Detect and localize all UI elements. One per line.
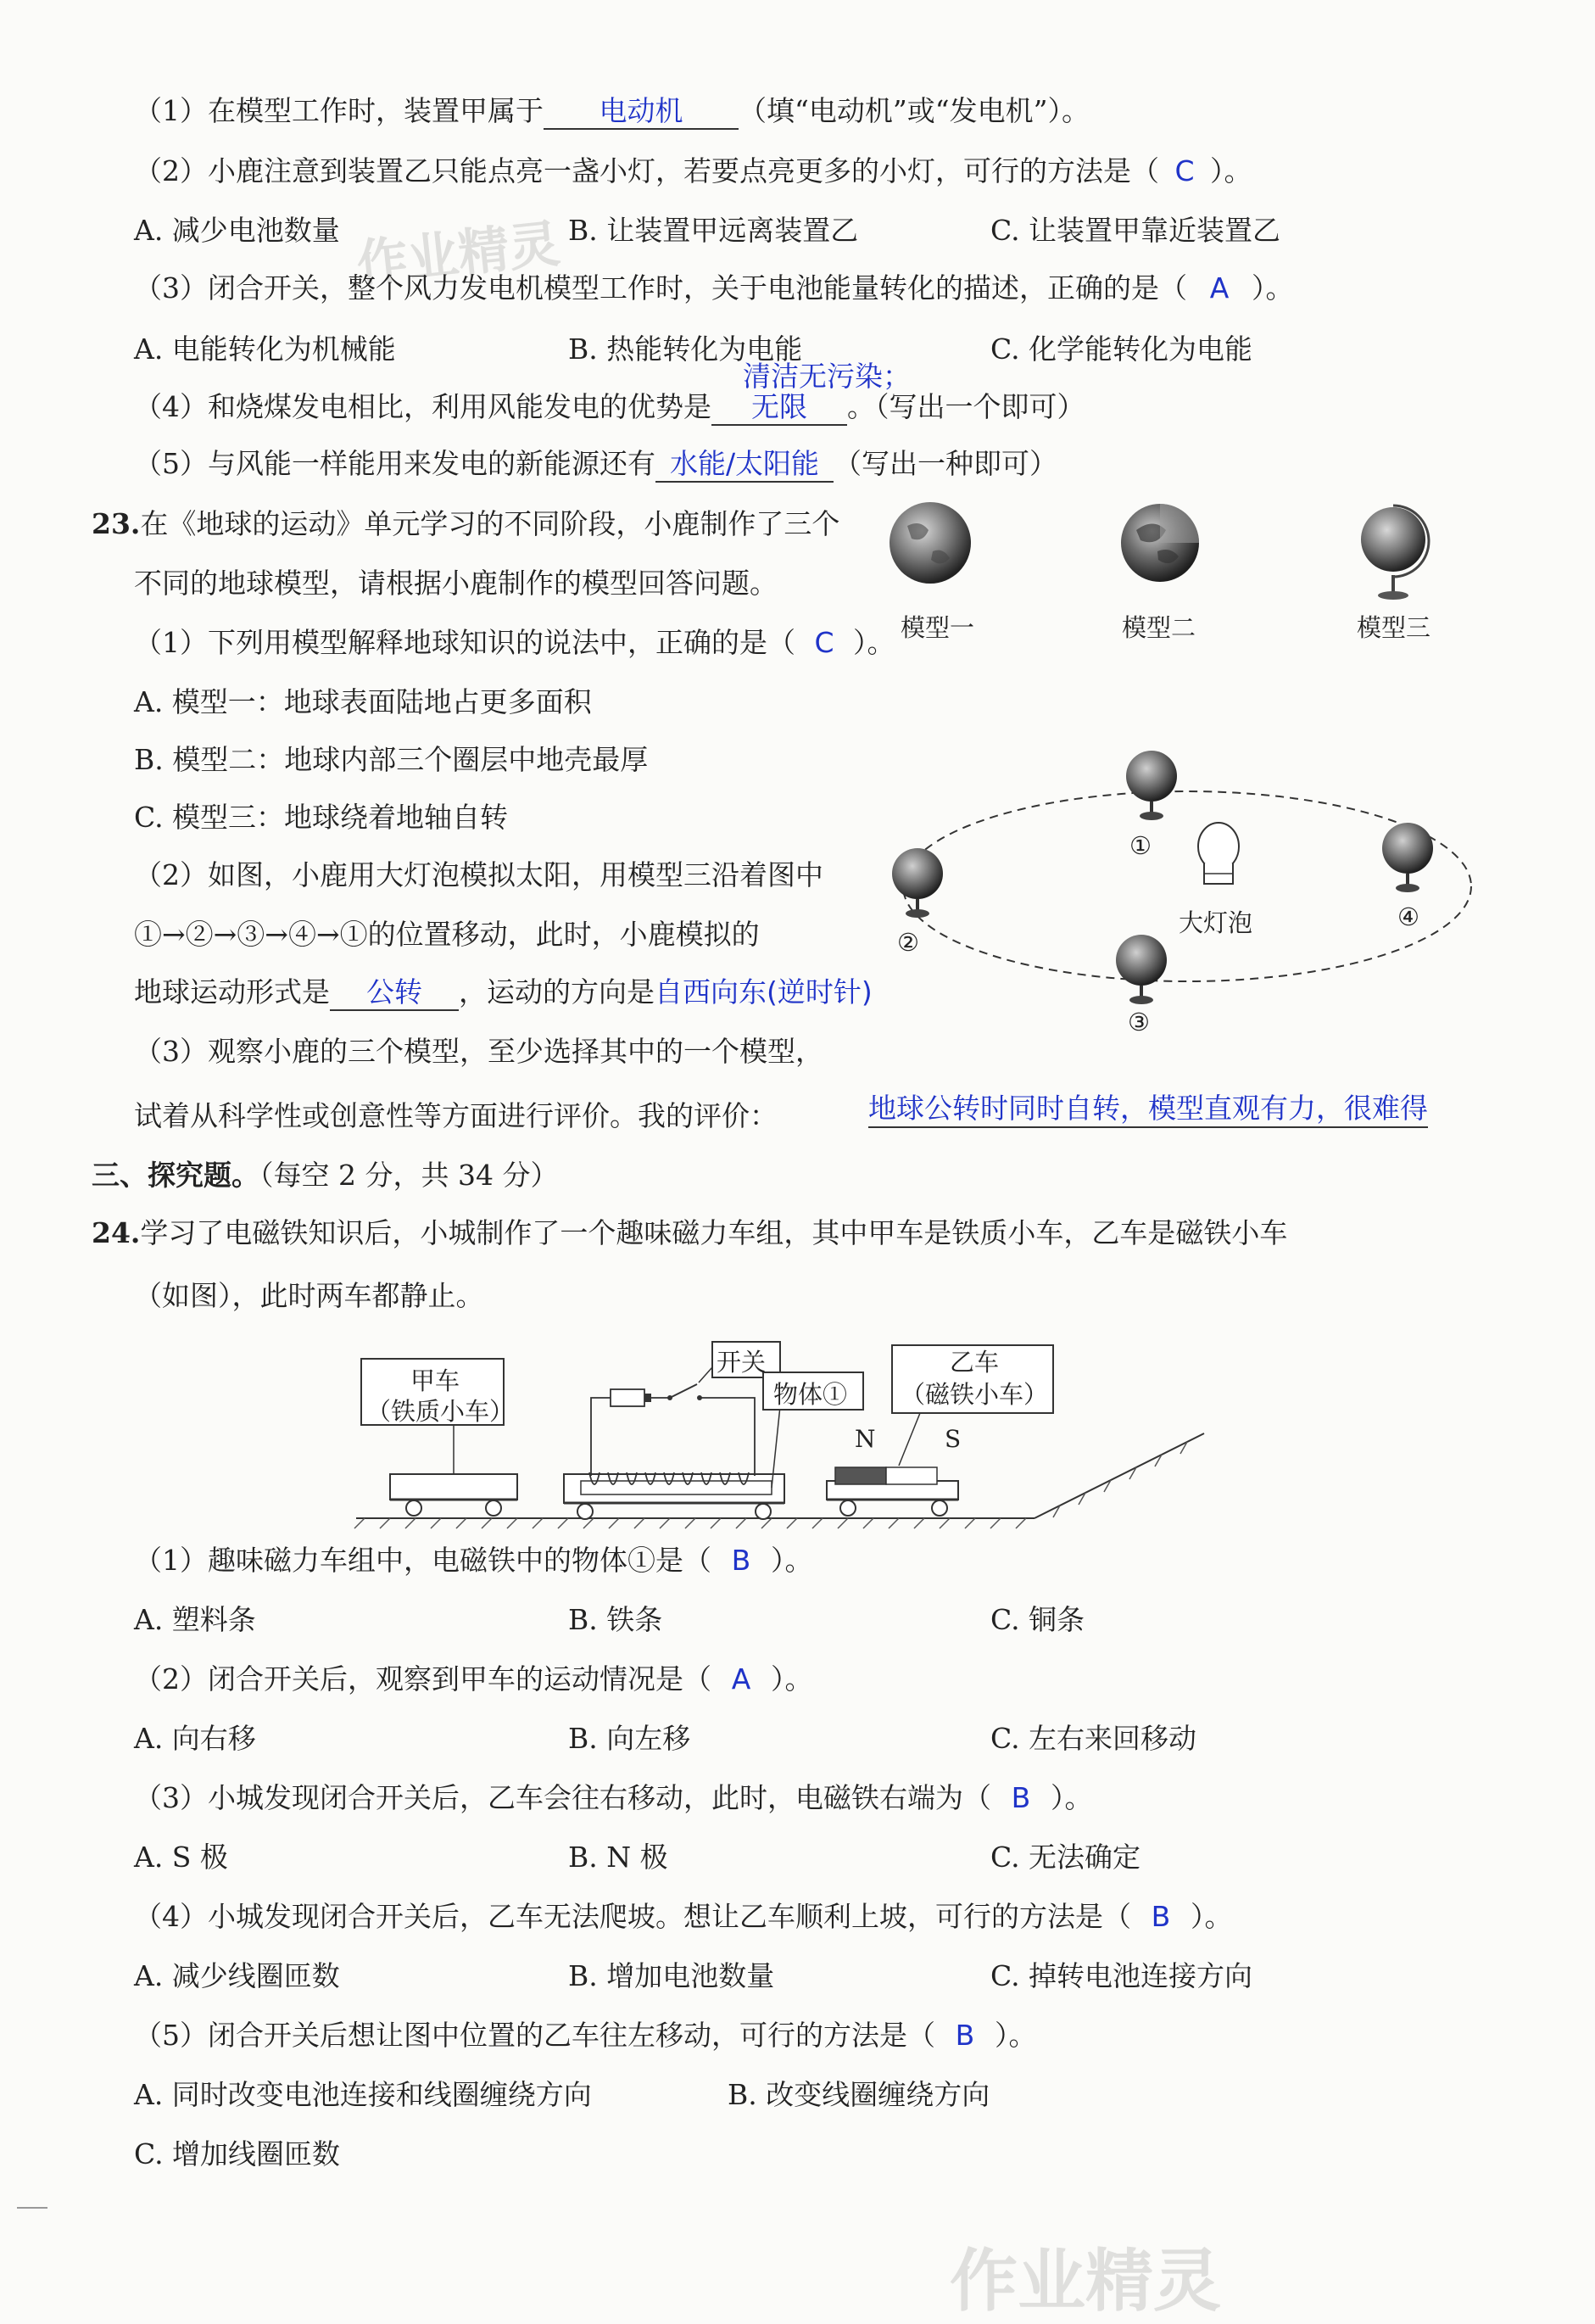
section3-title: 三、探究题。 [92,1159,259,1192]
magnet-south [886,1467,937,1484]
q23-intro1: 在《地球的运动》单元学习的不同阶段，小鹿制作了三个 [140,507,840,540]
globe-pos-4 [1382,823,1433,892]
q22-p4-prompt: （4）和烧煤发电相比，利用风能发电的优势是 [134,390,711,423]
q23-p2-mid: ，运动的方向是 [459,975,655,1008]
q22-p4-answer-line1: 清洁无污染； [743,360,911,393]
q24-p3-suffix: ）。 [1051,1781,1093,1814]
q24-intro-line1 [92,1215,1287,1252]
car-a-label-line2: （铁质小车） [366,1397,515,1426]
q22-p4-answer-line2: 无限 [751,390,807,423]
q22-p3-prompt: （3）闭合开关，整个风力发电机模型工作时，关于电池能量转化的描述，正确的是（ [134,271,1187,304]
globe-pos-1 [1126,751,1177,820]
q24-p3-option-b: B. N 极 [568,1841,668,1874]
q24-part1 [134,1542,813,1579]
q23-intro-line1 [92,506,839,543]
q24-p4-answer: B [1151,1900,1171,1933]
q23-part1 [134,624,895,662]
q22-p5-suffix: （写出一种即可） [834,447,1057,480]
globe-model-3 [1361,506,1429,600]
q24-p2-option-b: B. 向左移 [568,1722,691,1755]
q24-p5-suffix: ）。 [995,2019,1037,2052]
q22-p2-option-a: A. 减少电池数量 [134,214,340,247]
q24-part5 [134,2017,1037,2054]
q24-intro-line2: （如图），此时两车都静止。 [134,1279,484,1312]
south-pole-label: S [945,1425,962,1453]
q24-p2-option-a: A. 向右移 [134,1722,256,1755]
q24-p1-option-b: B. 铁条 [568,1603,663,1636]
orbit-label-4: ④ [1397,902,1419,931]
q24-part3 [134,1779,1093,1817]
q22-p1-prompt: （1）在模型工作时，装置甲属于 [134,94,544,127]
q24-p2-option-c: C. 左右来回移动 [990,1722,1197,1755]
q22-p5-answer: 水能/太阳能 [669,447,820,480]
q22-p1-answer: 电动机 [599,94,683,127]
q23-p2-prompt: 地球运动形式是 [134,975,330,1008]
magnet-car-figure [339,1332,1221,1535]
car-b-label-line1: 乙车 [950,1348,1000,1377]
object-label: 物体① [773,1380,848,1409]
q23-p1-option-b: B. 模型二：地球内部三个圈层中地壳最厚 [134,743,649,776]
q22-part4 [134,388,1085,426]
q23-p2-answer-direction: 自西向东(逆时针) [655,975,873,1008]
q23-p2-line3 [134,974,873,1011]
q23-number: 23. [92,507,141,540]
q22-p3-option-c: C. 化学能转化为电能 [990,332,1253,366]
q24-p1-prompt: （1）趣味磁力车组中，电磁铁中的物体①是（ [134,1544,711,1577]
q24-p1-answer: B [731,1544,751,1577]
q24-part4 [134,1898,1233,1936]
orbit-label-2: ② [897,928,919,957]
q22-p4-suffix: 。（写出一个即可） [847,390,1085,423]
q24-p3-prompt: （3）小城发现闭合开关后，乙车会往右移动，此时，电磁铁右端为（ [134,1781,991,1814]
model-label-3: 模型三 [1357,613,1431,642]
q22-p2-suffix: ）。 [1210,154,1252,187]
q24-p1-suffix: ）。 [771,1544,813,1577]
footer-rule [17,2207,47,2209]
q23-p1-option-a: A. 模型一：地球表面陆地占更多面积 [134,685,592,718]
q23-p1-suffix: ）。 [853,626,895,659]
orbit-label-1: ① [1129,831,1152,860]
q24-p3-option-a: A. S 极 [134,1841,228,1874]
q23-p1-answer: C [814,626,834,659]
q24-p5-answer: B [955,2019,975,2052]
q23-p3-answer: 地球公转时同时自转，模型直观有力，很难得 [868,1091,1428,1128]
q23-p3-line1: （3）观察小鹿的三个模型，至少选择其中的一个模型， [134,1035,823,1068]
q24-p2-prompt: （2）闭合开关后，观察到甲车的运动情况是（ [134,1662,711,1696]
q24-p4-option-c: C. 掉转电池连接方向 [990,1959,1253,1992]
q24-intro1: 学习了电磁铁知识后，小城制作了一个趣味磁力车组，其中甲车是铁质小车，乙车是磁铁小车 [140,1216,1288,1249]
orbit-figure [882,738,1501,1052]
q24-p4-option-b: B. 增加电池数量 [568,1959,775,1992]
q22-part3 [134,270,1294,307]
q24-p3-option-c: C. 无法确定 [990,1841,1141,1874]
q24-number: 24. [92,1216,141,1249]
q22-p3-option-a: A. 电能转化为机械能 [134,332,396,366]
q24-p5-option-c: C. 增加线圈匝数 [134,2137,341,2170]
globe-pos-2 [892,848,943,918]
q24-p2-suffix: ）。 [771,1662,813,1696]
q22-part2 [134,153,1252,190]
globe-model-2 [1121,504,1199,582]
q23-intro-line2: 不同的地球模型，请根据小鹿制作的模型回答问题。 [134,567,778,600]
q24-p5-prompt: （5）闭合开关后想让图中位置的乙车往左移动，可行的方法是（ [134,2019,935,2052]
q24-p1-option-a: A. 塑料条 [134,1603,256,1636]
q23-p2-answer-form: 公转 [366,975,422,1008]
lamp-label: 大灯泡 [1179,908,1253,937]
q22-part5 [134,445,1057,483]
section3-note: （每空 2 分，共 34 分） [259,1159,559,1192]
q24-p4-option-a: A. 减少线圈匝数 [134,1959,340,1992]
q24-p5-option-b: B. 改变线圈缠绕方向 [728,2078,990,2111]
globe-model-1 [890,502,971,584]
lamp-icon [1198,823,1239,884]
section3-header [92,1157,558,1194]
q22-p3-answer: A [1209,271,1230,304]
q22-p2-option-b: B. 让装置甲远离装置乙 [568,214,859,247]
globe-models-figure [882,500,1475,619]
q23-p2-line1: （2）如图，小鹿用大灯泡模拟太阳，用模型三沿着图中 [134,858,823,891]
car-a-label-line1: 甲车 [410,1366,460,1395]
q24-p2-answer: A [731,1662,751,1696]
q24-p4-prompt: （4）小城发现闭合开关后，乙车无法爬坡。想让乙车顺利上坡，可行的方法是（ [134,1900,1131,1933]
q22-p5-prompt: （5）与风能一样能用来发电的新能源还有 [134,447,655,480]
q24-p5-option-a: A. 同时改变电池连接和线圈缠绕方向 [134,2078,592,2111]
q22-p2-option-c: C. 让装置甲靠近装置乙 [990,214,1281,247]
magnet-north [835,1467,886,1484]
q22-p2-prompt: （2）小鹿注意到装置乙只能点亮一盏小灯，若要点亮更多的小灯，可行的方法是（ [134,154,1159,187]
watermark-bottom: 作业精灵 [950,2242,1221,2321]
car-b-label-line2: （磁铁小车） [901,1380,1049,1409]
q24-p4-suffix: ）。 [1191,1900,1233,1933]
electromagnet [564,1342,863,1519]
q23-p3-line2 [134,1098,778,1135]
q24-p1-option-c: C. 铜条 [990,1603,1085,1636]
q22-p1-suffix: （填“电动机”或“发电机”）。 [739,94,1090,127]
q22-part1 [134,92,1090,130]
q23-p1-option-c: C. 模型三：地球绕着地轴自转 [134,801,509,834]
q22-p2-answer: C [1174,154,1195,187]
watermark-top: 作业精灵 [354,214,563,295]
q22-p3-option-b: B. 热能转化为电能 [568,332,803,366]
switch-label: 开关 [717,1348,767,1377]
q22-p3-suffix: ）。 [1252,271,1294,304]
q24-part2 [134,1661,813,1698]
globe-pos-3 [1116,935,1167,1004]
orbit-label-3: ③ [1128,1008,1150,1036]
q23-p3-prompt: 试着从科学性或创意性等方面进行评价。我的评价： [134,1099,778,1132]
q24-p3-answer: B [1011,1781,1031,1814]
q23-p2-line2: ①→②→③→④→①的位置移动，此时，小鹿模拟的 [134,918,760,951]
orbit-path [903,791,1471,981]
model-label-2: 模型二 [1122,613,1196,642]
q23-p1-prompt: （1）下列用模型解释地球知识的说法中，正确的是（ [134,626,795,659]
north-pole-label: N [855,1425,876,1453]
model-label-1: 模型一 [901,613,975,642]
